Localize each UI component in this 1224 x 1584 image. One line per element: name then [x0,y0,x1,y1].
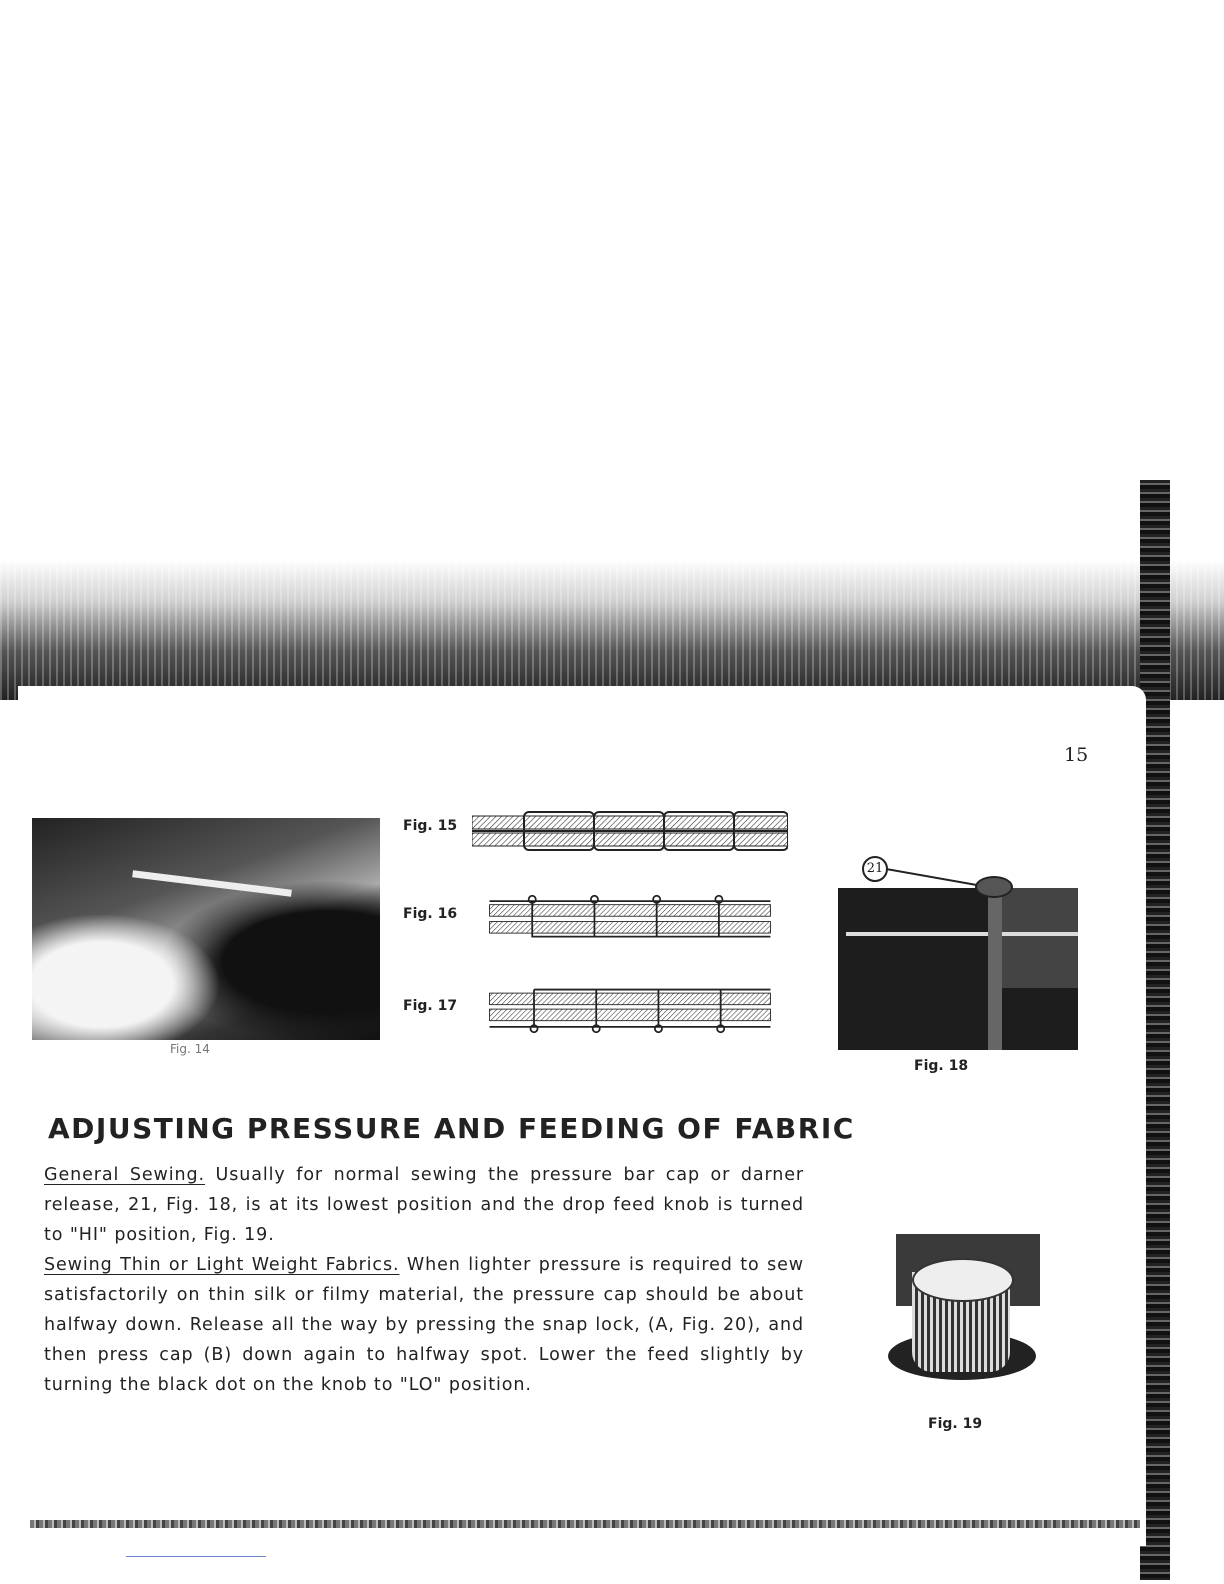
fig-19-photo [888,1232,1040,1382]
fig-15-diagram [472,806,788,854]
fig-18-stripe [846,932,1078,936]
fig-18-photo [838,888,1078,1050]
fig-18-label: Fig. 18 [914,1058,969,1074]
fig-17-diagram [472,986,788,1034]
fig-15-label: Fig. 15 [403,818,458,834]
general-sewing-title: General Sewing. [44,1165,205,1185]
section-heading: ADJUSTING PRESSURE AND FEEDING OF FABRIC [48,1112,855,1145]
fig-17-label: Fig. 17 [403,998,458,1014]
fig-14-label: Fig. 14 [170,1042,210,1056]
body-text [44,1160,804,1400]
fig-16-label: Fig. 16 [403,906,458,922]
stray-mark [126,1556,266,1557]
fig-18-shadow [998,888,1078,988]
thin-fabrics-body: When lighter pressure is required to sew satisfactorily on thin silk or filmy material, the pressure cap should be about halfway down. Release all the way by pressing the snap lock, (A, Fig. 20), and then press cap (B) down again to halfway spot. Lower the feed slightly by turning the black dot on the knob to "LO" position. [44,1255,804,1395]
callout-21: 21 [862,856,888,882]
fig-16-diagram [472,894,788,942]
general-sewing-body: Usually for normal sewing the pressure bar cap or darner release, 21, Fig. 18, is at its lowest position and the drop feed knob is turned to "HI" position, Fig. 19. [44,1165,804,1245]
bottom-scan-rule [30,1520,1140,1528]
thin-fabrics-title: Sewing Thin or Light Weight Fabrics. [44,1255,400,1275]
pressure-bar-cap [975,876,1013,898]
needle-threading [132,870,292,896]
page-number: 15 [1064,744,1089,766]
fig-18-pressure-bar [988,888,1002,1050]
fig-14-photo [32,818,380,1040]
fig-19-label: Fig. 19 [928,1416,983,1432]
scan-dark-band [0,560,1224,700]
knob-top [912,1258,1014,1302]
